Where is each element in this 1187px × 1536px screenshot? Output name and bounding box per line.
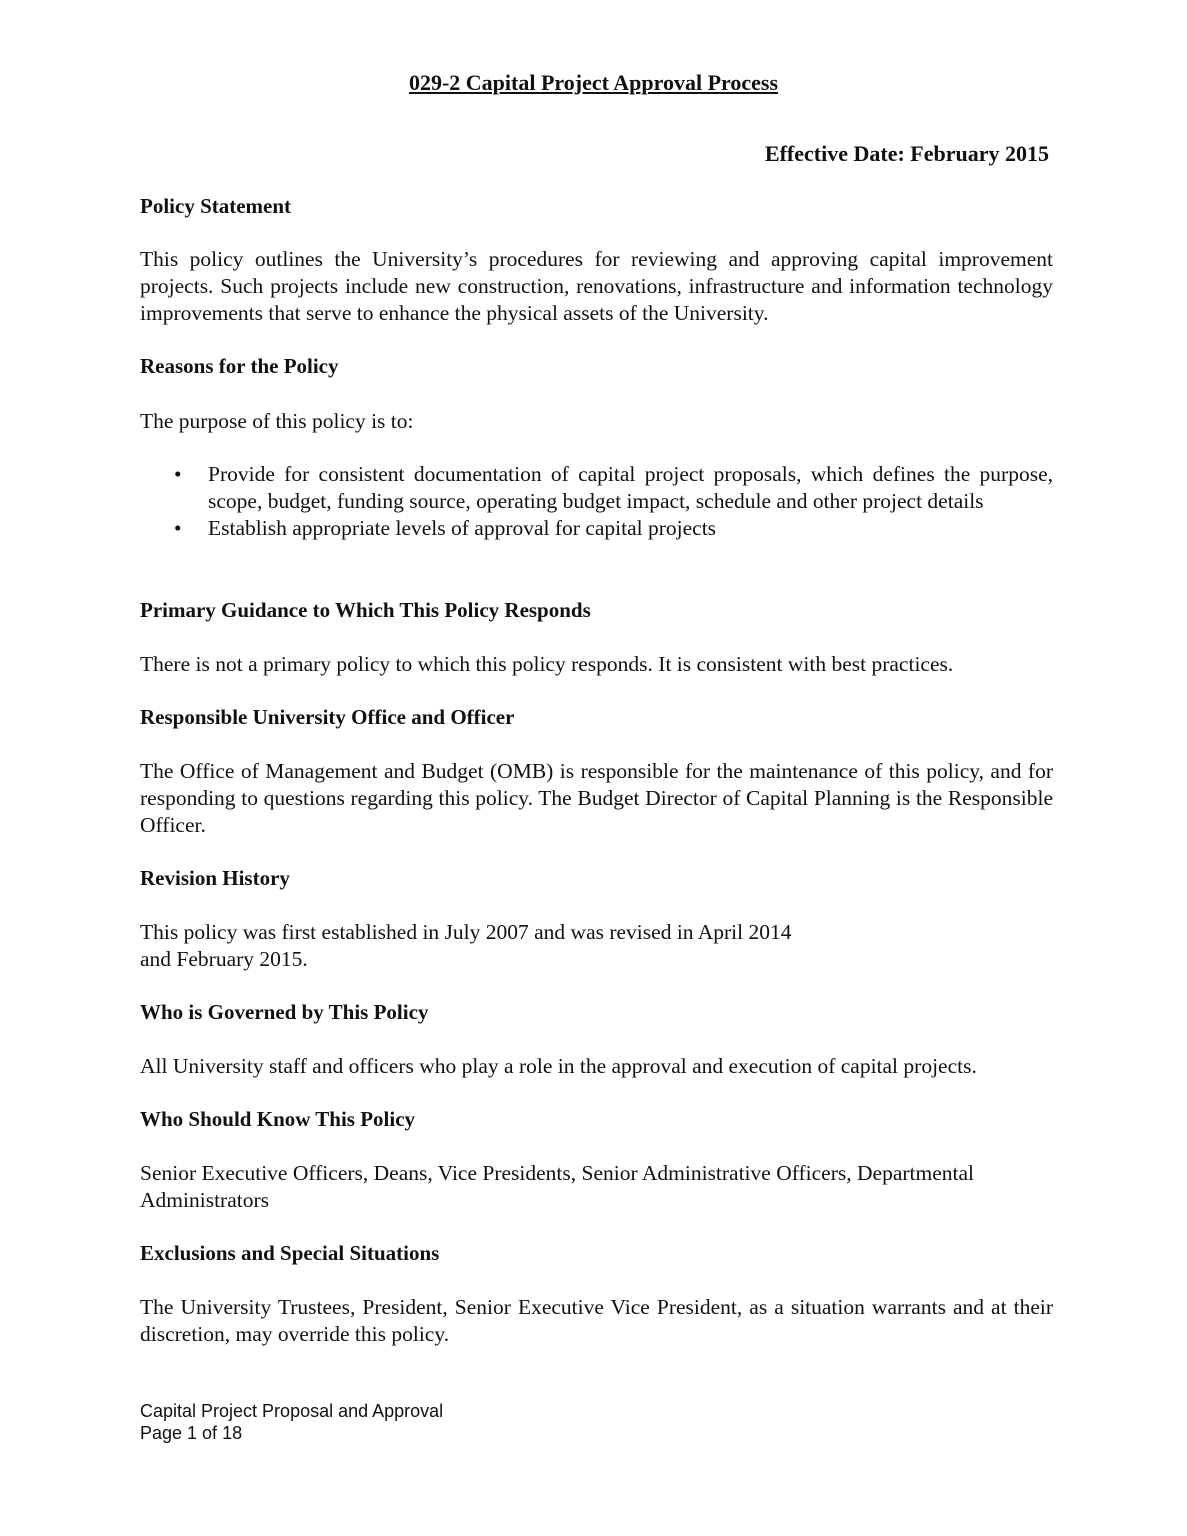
bullet-text: Provide for consistent documentation of capital project proposals, which defines the purpose, scope, budget, funding source, operating budget impact, schedule and other project details [208, 462, 1053, 513]
heading-revision-history: Revision History [140, 866, 290, 890]
heading-policy-statement: Policy Statement [140, 194, 292, 218]
bullet-item [140, 461, 1053, 515]
reasons-intro-text: The purpose of this policy is to: [140, 409, 414, 433]
document-title: 029-2 Capital Project Approval Process [408, 70, 779, 95]
who-governed-text: All University staff and officers who play a role in the approval and execution of capital projects. [140, 1054, 977, 1078]
heading-primary-guidance: Primary Guidance to Which This Policy Responds [140, 598, 591, 622]
heading-who-should-know: Who Should Know This Policy [140, 1107, 416, 1131]
primary-guidance-text: There is not a primary policy to which this policy responds. It is consistent with best practices. [140, 652, 954, 676]
who-should-know-text: Senior Executive Officers, Deans, Vice Presidents, Senior Administrative Officers, Departmental Administrators [140, 1161, 974, 1212]
reasons-bullet-list [140, 461, 1053, 542]
exclusions-text: The University Trustees, President, Senior Executive Vice President, as a situation warrants and at their discretion, may override this policy. [140, 1295, 1053, 1346]
heading-who-governed: Who is Governed by This Policy [140, 1000, 429, 1024]
responsible-office-text: The Office of Management and Budget (OMB) is responsible for the maintenance of this policy, and for responding to questions regarding this policy. The Budget Director of Capital Planning is the Responsible Officer. [140, 759, 1053, 837]
heading-exclusions: Exclusions and Special Situations [140, 1241, 440, 1265]
effective-date: Effective Date: February 2015 [764, 141, 1049, 166]
bullet-icon: • [174, 516, 182, 540]
footer-page-number: Page 1 of 18 [140, 1423, 243, 1443]
heading-responsible-office: Responsible University Office and Officer [140, 705, 515, 729]
footer-document-name: Capital Project Proposal and Approval [140, 1401, 444, 1421]
policy-statement-text: This policy outlines the University’s procedures for reviewing and approving capital improvement projects. Such projects include new construction, renovations, infrastructure and information technology improvements that serve to enhance the physical assets of the University. [140, 247, 1053, 325]
bullet-text: Establish appropriate levels of approval for capital projects [208, 516, 717, 540]
revision-history-line-2: and February 2015. [140, 947, 308, 971]
heading-reasons: Reasons for the Policy [140, 354, 339, 378]
page-footer [140, 1400, 443, 1444]
bullet-item [140, 515, 1053, 542]
bullet-icon: • [174, 462, 182, 486]
revision-history-line-1: This policy was first established in July 2007 and was revised in April 2014 [140, 920, 792, 944]
